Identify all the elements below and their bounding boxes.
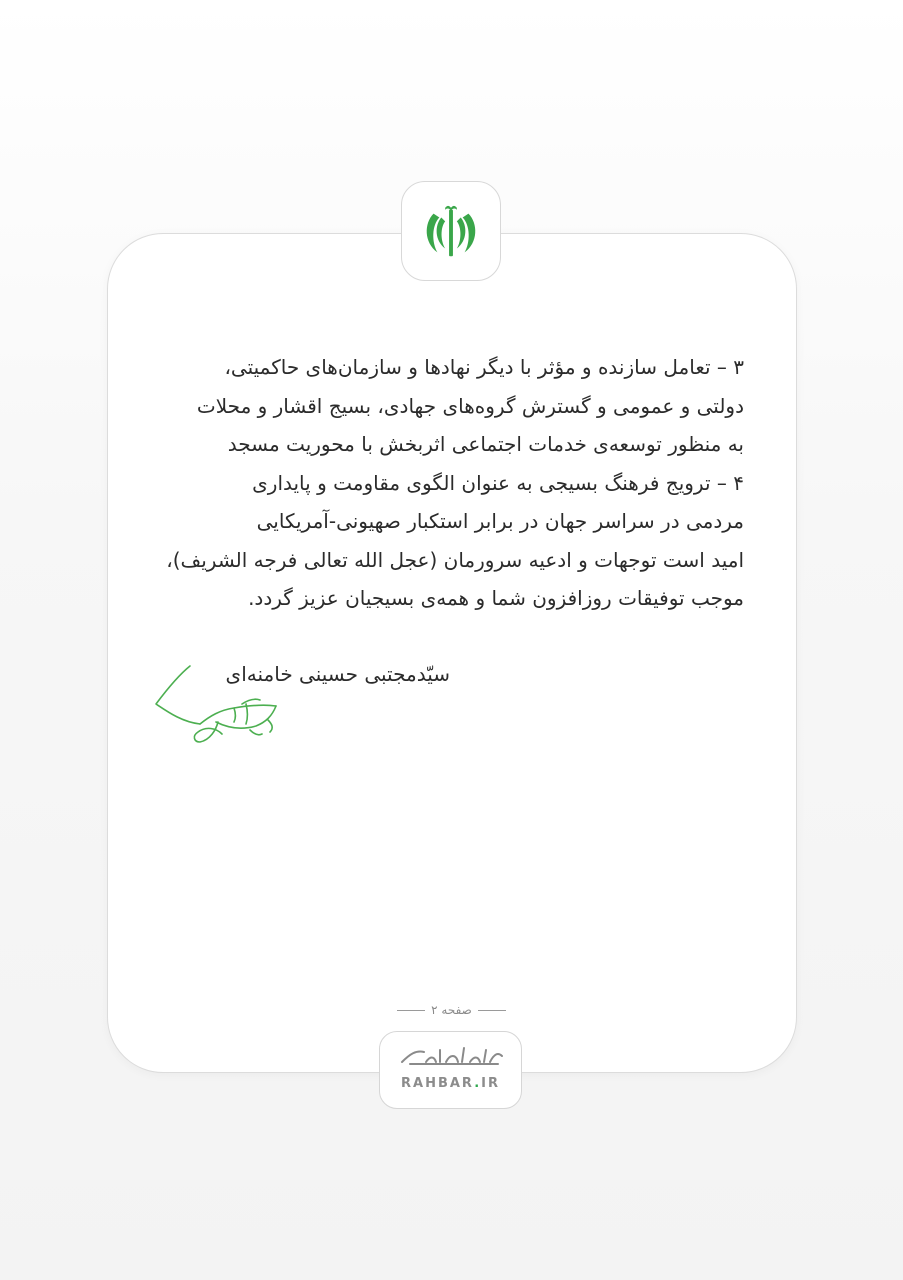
letter-line: امید است توجهات و ادعیه سرورمان (عجل الله تعالی فرجه الشریف)، — [166, 547, 744, 572]
emblem-badge — [401, 181, 501, 281]
letter-line: موجب توفیقات روزافزون شما و همه‌ی بسیجیان عزیز گردد. — [248, 586, 744, 610]
signatory-name: سیّدمجتبی حسینی خامنه‌ای — [225, 662, 450, 686]
handwritten-signature — [150, 660, 280, 750]
page-number — [380, 1003, 523, 1017]
letter-line: ۳ – تعامل سازنده و مؤثر با دیگر نهادها و سازمان‌های حاکمیتی، — [224, 355, 744, 379]
divider — [478, 1010, 506, 1011]
letter-line: به منظور توسعه‌ی خدمات اجتماعی اثربخش با محوریت مسجد — [227, 432, 744, 456]
letter-line: مردمی در سراسر جهان در برابر استکبار صهیونی-آمریکایی — [256, 509, 744, 533]
divider — [397, 1010, 425, 1011]
letter-line: دولتی و عمومی و گسترش گروه‌های جهادی، بسیج اقشار و محلات — [196, 393, 744, 418]
iran-emblem-icon — [420, 200, 482, 262]
logo-calligraphy-icon — [380, 1042, 523, 1070]
site-url: RAHBAR.IR — [401, 1076, 500, 1091]
letter-line: ۴ – ترویج فرهنگ بسیجی به عنوان الگوی مقاومت و پایداری — [252, 470, 744, 495]
letter-body — [150, 348, 744, 618]
page-label: صفحه ۲ — [431, 1003, 472, 1017]
rahbar-logo — [379, 1031, 522, 1109]
